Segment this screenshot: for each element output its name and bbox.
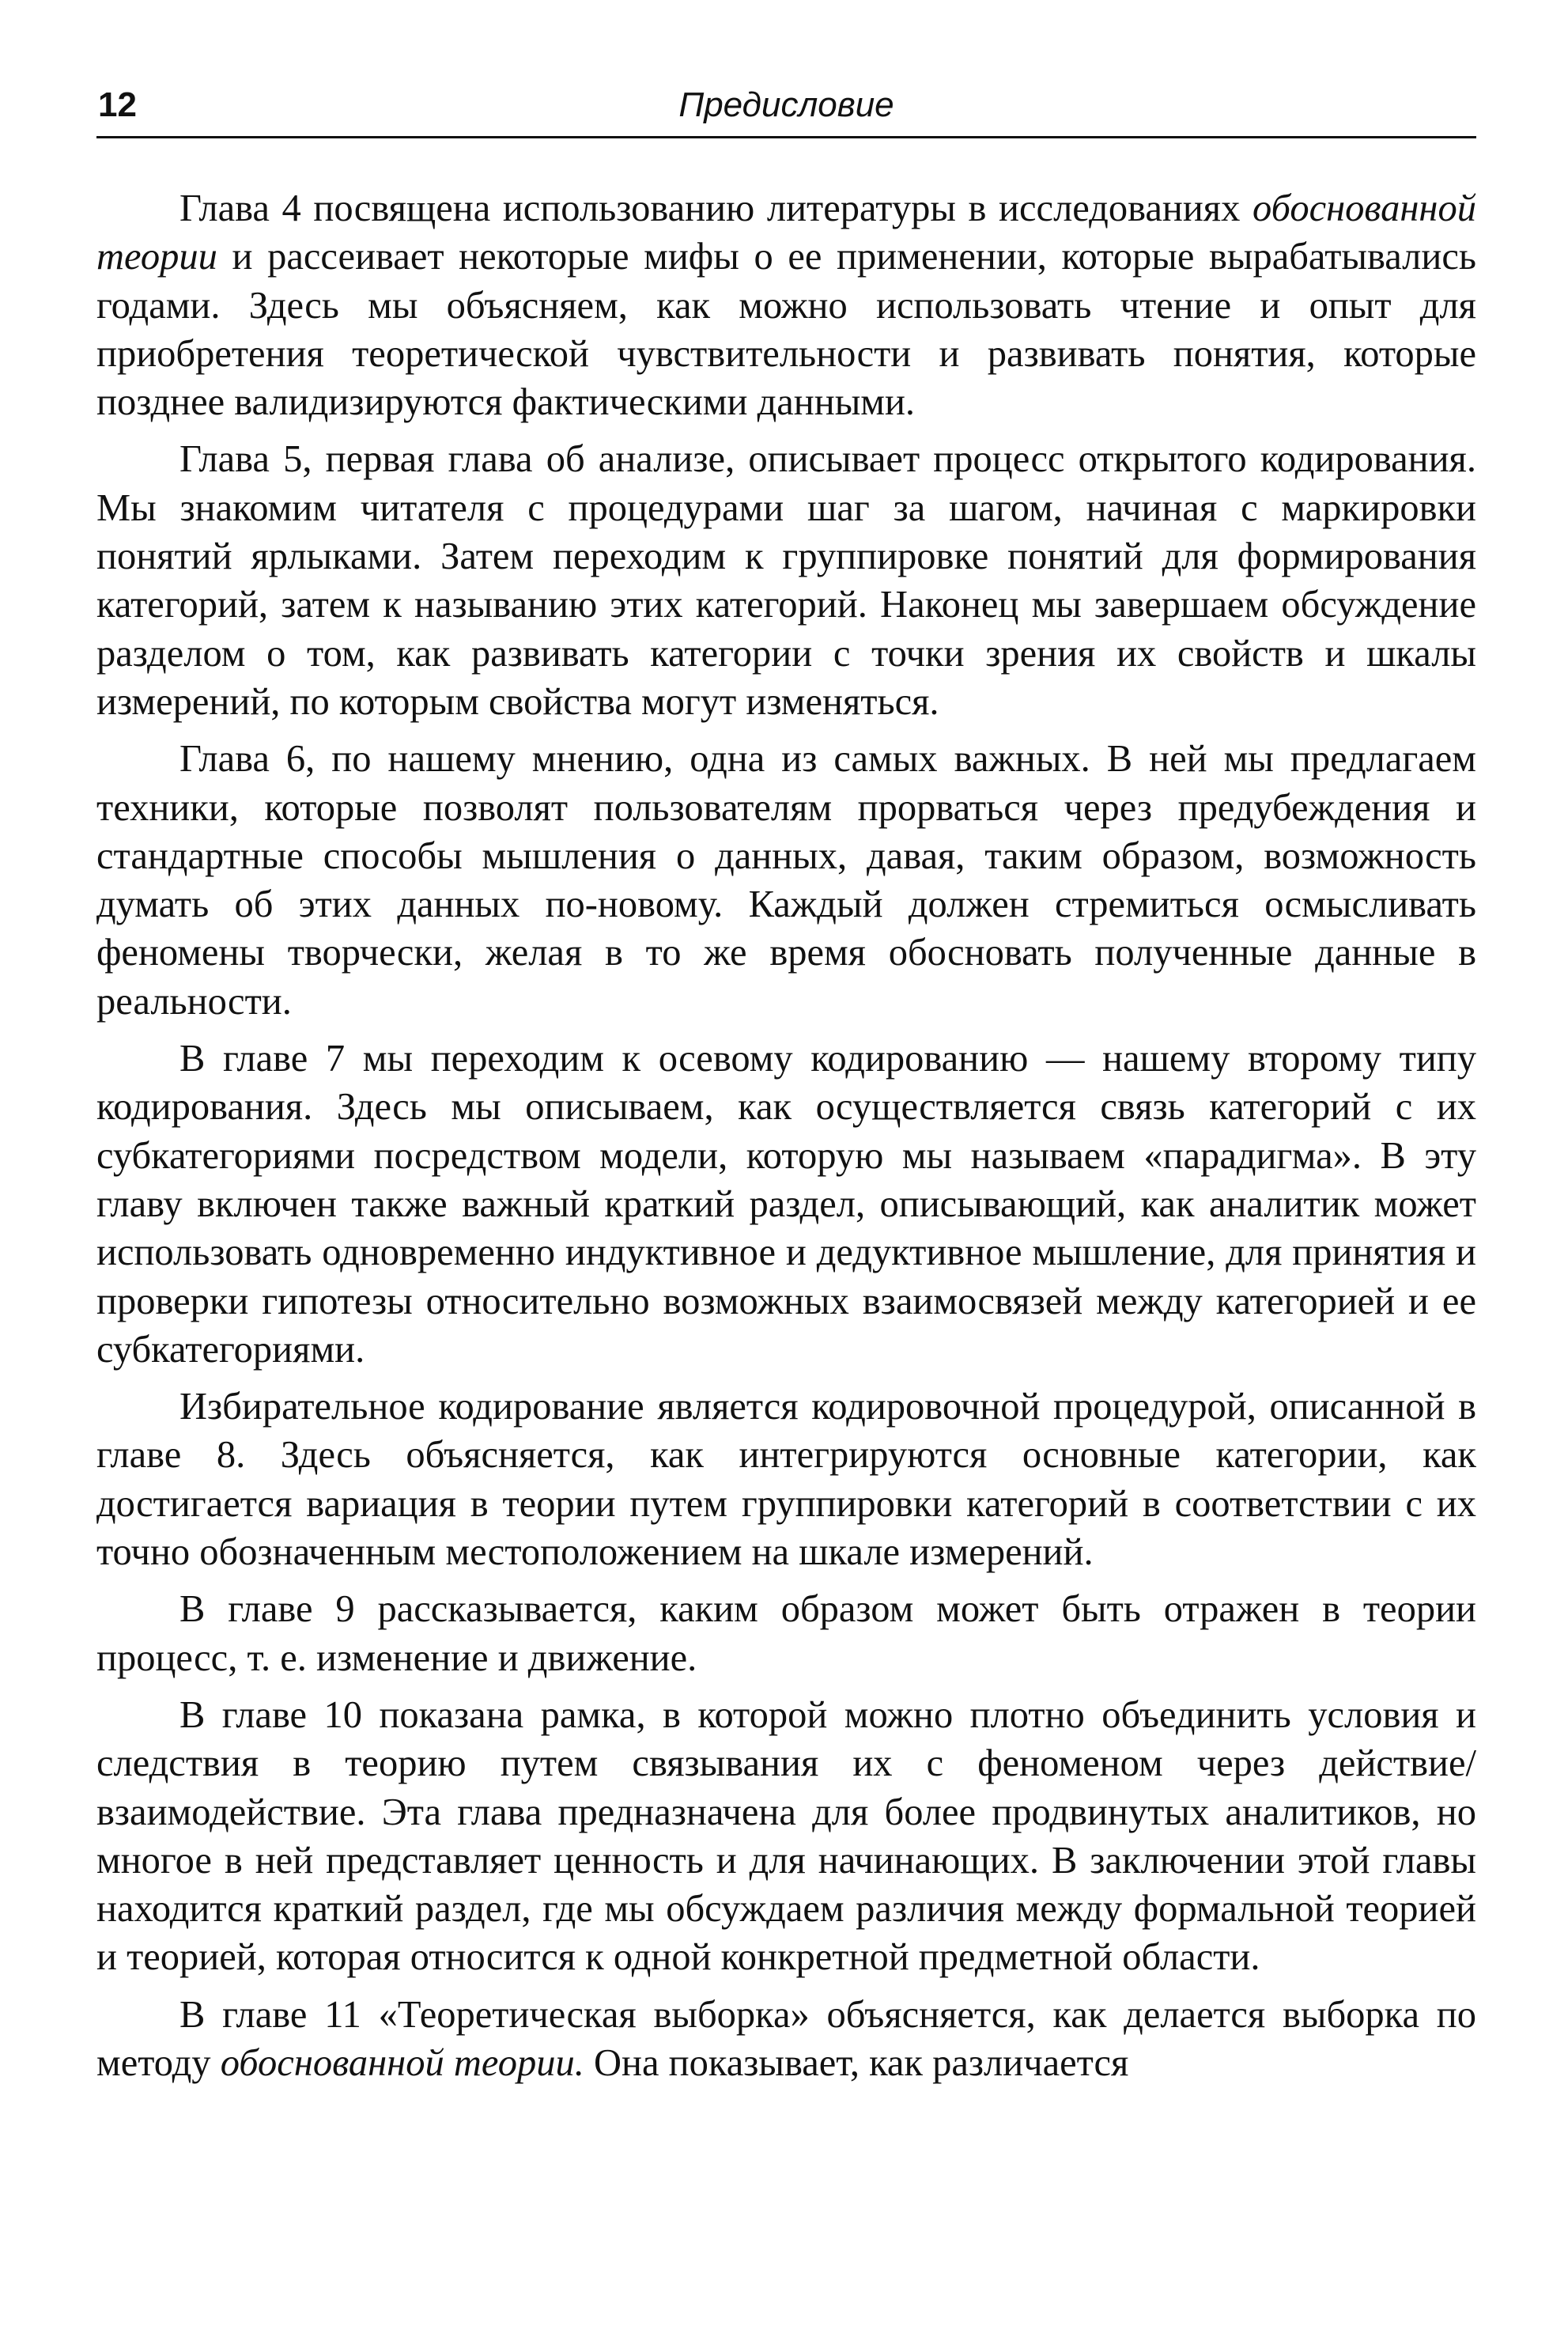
running-header (96, 79, 1476, 138)
page-number: 12 (98, 85, 137, 124)
paragraph-text: Она показывает, как различается (584, 2041, 1129, 2084)
section-title: Предисловие (678, 85, 894, 124)
book-page (96, 79, 1476, 2294)
paragraph-chapter-5: Глава 5, первая глава об анализе, описывает процесс открытого кодирования. Мы знакомим читателя с процедурами шаг за шагом, начиная с маркировки понятий ярлыками. Затем переходим к группировке понятий для формирования категорий, затем к называнию этих категорий. Наконец мы завершаем обсуждение разделом о том, как развивать категории с точки зрения их свойств и шкалы измерений, по которым свойства могут изменяться. (96, 438, 1476, 723)
paragraph-chapter-10: В главе 10 показана рамка, в которой можно плотно объединить условия и следствия в теорию путем связывания их с феноменом через действие/взаимодействие. Эта глава предназначена для более продвинутых аналитиков, но многое в ней представляет ценность и для начинающих. В заключении этой главы находится краткий раздел, где мы обсуждаем различия между формальной теорией и теорией, которая относится к одной конкретной предметной области. (96, 1693, 1476, 1979)
paragraph-chapter-6: Глава 6, по нашему мнению, одна из самых важных. В ней мы предлагаем техники, которые позволят пользователям прорваться через предубеждения и стандартные способы мышления о данных, давая, таким образом, возможность думать об этих данных по-новому. Каждый должен стремиться осмысливать феномены творчески, желая в то же время обосновать полученные данные в реальности. (96, 738, 1476, 1023)
emphasis-term: обоснованной теории. (220, 2041, 584, 2084)
paragraph-chapter-8: Избирательное кодирование является кодировочной процедурой, описанной в главе 8. Здесь объясняется, как интегрируются основные категории, как достигается вариация в теории путем группировки категорий в соответствии с их точно обозначенным местоположением на шкале измерений. (96, 1386, 1476, 1574)
paragraph-chapter-9: В главе 9 рассказывается, каким образом может быть отражен в теории процесс, т. е. изменение и движение. (96, 1588, 1476, 1679)
paragraph-chapter-11 (96, 1991, 1476, 2088)
paragraph-text: В главе 11 «Теоретическая выборка» объясняется, как делается выборка по методу (96, 1993, 1476, 2084)
body-text (96, 184, 1476, 2087)
emphasis-term: обоснованной теории (96, 187, 1476, 278)
paragraph-chapter-4 (96, 184, 1476, 426)
paragraph-text: и рассеивает некоторые мифы о ее применении, которые вырабатывались годами. Здесь мы объясняем, как можно использовать чтение и опыт для приобретения теоретической чувствительности и развивать понятия, которые позднее валидизируются фактическими данными. (96, 236, 1476, 424)
paragraph-chapter-7: В главе 7 мы переходим к осевому кодированию — нашему второму типу кодирования. Здесь мы описываем, как осуществляется связь категорий с их субкатегориями посредством модели, которую мы называем «парадигма». В эту главу включен также важный краткий раздел, описывающий, как аналитик может использовать одновременно индуктивное и дедуктивное мышление, для принятия и проверки гипотезы относительно возможных взаимосвязей между категорией и ее субкатегориями. (96, 1038, 1476, 1371)
paragraph-text: Глава 4 посвящена использованию литературы в исследованиях (179, 187, 1253, 229)
